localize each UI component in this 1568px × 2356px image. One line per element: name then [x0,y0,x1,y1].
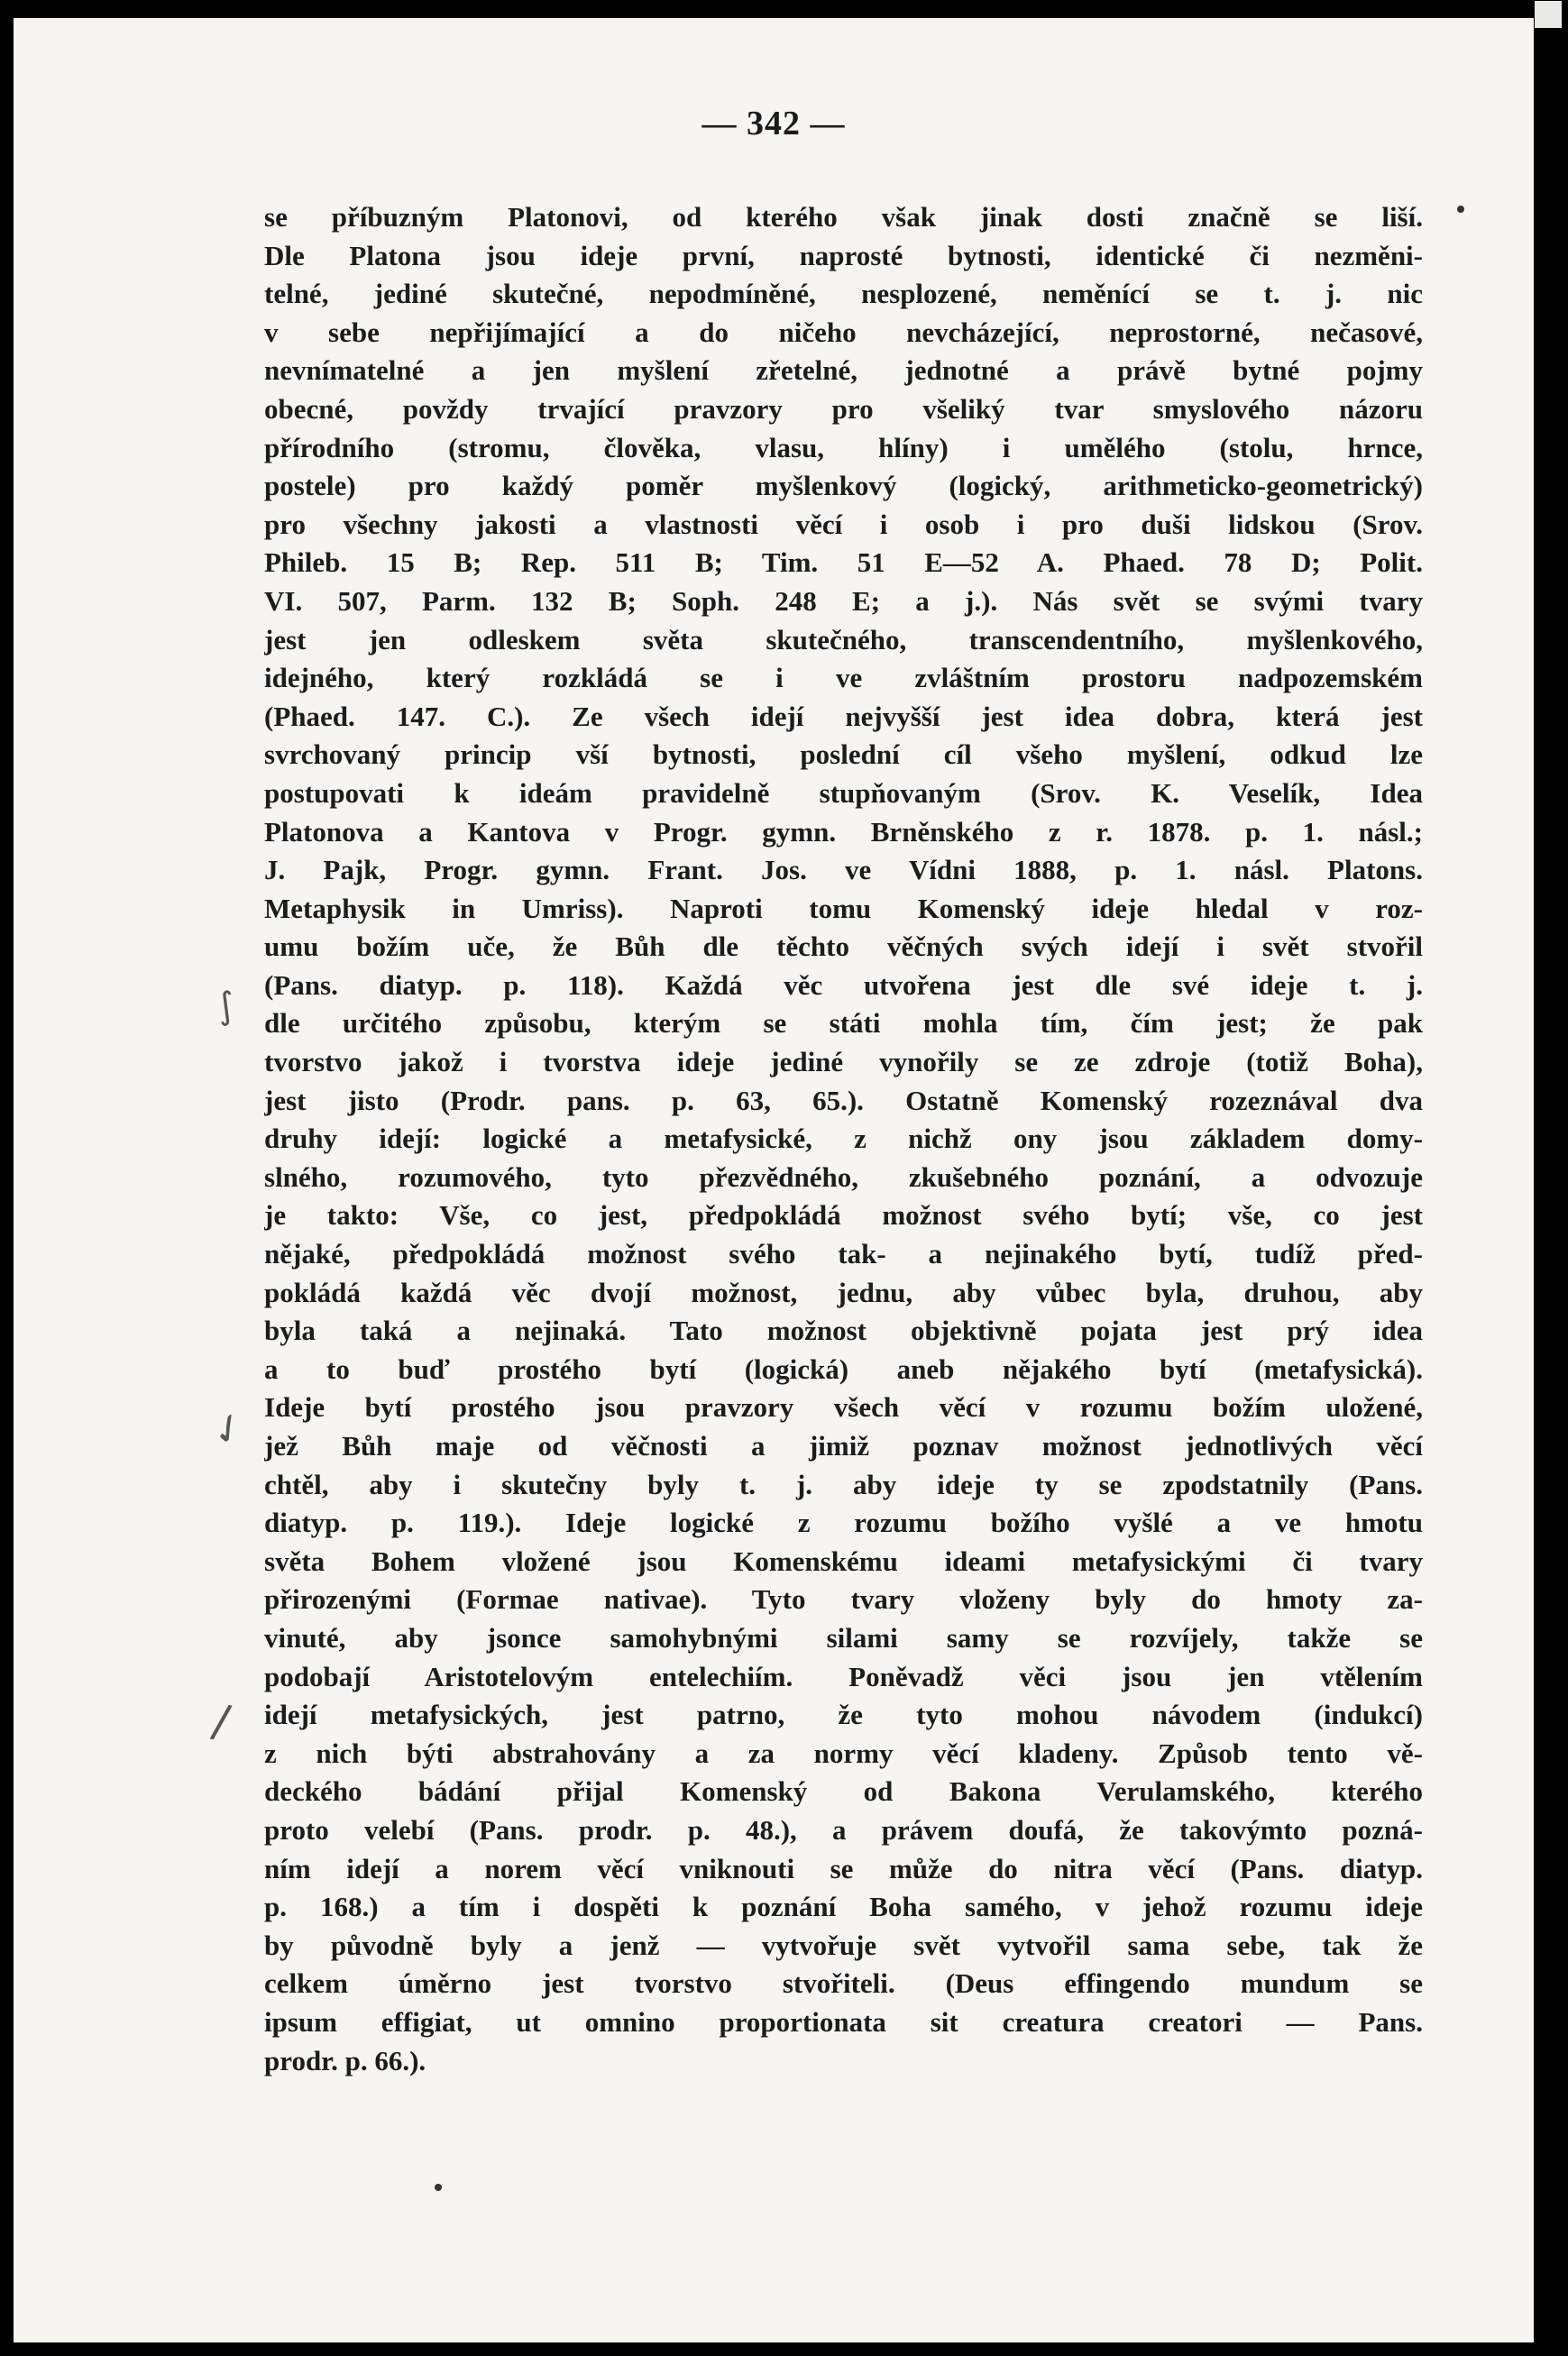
text-line: jež Bůh maje od věčnosti a jimiž poznav možnost jednotlivých věcí [264,1430,1423,1462]
text-line: Ideje bytí prostého jsou pravzory všech věcí v rozumu božím uložené, [264,1391,1423,1424]
page-number: — 342 — [701,105,846,142]
margin-mark: / [208,1693,234,1749]
text-line: druhy idejí: logické a metafysické, z nichž ony jsou základem domy- [264,1123,1423,1155]
text-line: a to buď prostého bytí (logická) aneb nějakého bytí (metafysická). [264,1352,1423,1385]
margin-dot [435,2184,442,2191]
text-line: obecné, povždy trvající pravzory pro všeliký tvar smyslového názoru [264,392,1423,425]
text-line: chtěl, aby i skutečny byly t. j. aby ideje ty se zpodstatnily (Pans. [264,1468,1423,1500]
text-line: deckého bádání přijal Komenský od Bakona Verulamského, kterého [264,1775,1423,1808]
text-line: v sebe nepřijímající a do ničeho nevcházející, neprostorné, nečasové, [264,316,1423,348]
body-text [264,198,1423,2080]
text-line: tvorstvo jakož i tvorstva ideje jediné vynořily se ze zdroje (totiž Boha), [264,1046,1423,1078]
text-line: se příbuzným Platonovi, od kterého však jinak dosti značně se liší. [264,201,1423,233]
margin-mark: ∫ [213,984,239,1029]
text-line: diatyp. p. 119.). Ideje logické z rozumu božího vyšlé a ve hmotu [264,1507,1423,1539]
text-line: jest jen odleskem světa skutečného, transcendentního, myšlenkového, [264,623,1423,655]
text-line: přirozenými (Formae nativae). Tyto tvary vloženy byly do hmoty za- [264,1583,1423,1616]
text-line: nějaké, předpokládá možnost svého tak- a nejinakého bytí, tudíž před- [264,1238,1423,1270]
text-line: umu božím uče, že Bůh dle těchto věčných svých idejí i svět stvořil [264,930,1423,963]
text-line: (Phaed. 147. C.). Ze všech idejí nejvyšší jest idea dobra, která jest [264,700,1423,732]
text-line: idejí metafysických, jest patrno, že tyto mohou návodem (indukcí) [264,1699,1423,1731]
text-line: ipsum effigiat, ut omnino proportionata sit creatura creatori — Pans. [264,2005,1423,2038]
text-line: idejného, který rozkládá se i ve zvláštním prostoru nadpozemském [264,662,1423,694]
text-line: dle určitého způsobu, kterým se státi mohla tím, čím jest; že pak [264,1007,1423,1040]
text-line: vinuté, aby jsonce samohybnými silami samy se rozvíjely, takže se [264,1621,1423,1654]
text-line: svrchovaný princip vší bytnosti, poslední cíl všeho myšlení, odkud lze [264,738,1423,771]
text-line: telné, jediné skutečné, nepodmíněné, nesplozené, neměnící se t. j. nic [264,278,1423,310]
scan-edge [1534,18,1568,2342]
text-line: nevnímatelné a jen myšlení zřetelné, jednotné a právě bytné pojmy [264,354,1423,387]
text-line: je takto: Vše, co jest, předpokládá možnost svého bytí; vše, co jest [264,1199,1423,1232]
scanned-page [14,18,1534,2342]
text-line: J. Pajk, Progr. gymn. Frant. Jos. ve Vídni 1888, p. 1. násl. Platons. [264,854,1423,886]
text-line: p. 168.) a tím i dospěti k poznání Boha samého, v jehož rozumu ideje [264,1891,1423,1923]
text-line: (Pans. diatyp. p. 118). Každá věc utvořena jest dle své ideje t. j. [264,968,1423,1001]
text-line: VI. 507, Parm. 132 B; Soph. 248 E; a j.). Nás svět se svými tvary [264,584,1423,617]
text-line: postele) pro každý poměr myšlenkový (logický, arithmeticko-geometrický) [264,470,1423,502]
text-line: přírodního (stromu, člověka, vlasu, hlíny) i umělého (stolu, hrnce, [264,431,1423,463]
text-line: slného, rozumového, tyto přezvědného, zkušebného poznání, a odvozuje [264,1160,1423,1193]
text-line: pro všechny jakosti a vlastnosti věcí i osob i pro duši lidskou (Srov. [264,508,1423,540]
text-line: celkem úměrno jest tvorstvo stvořiteli. (Deus effingendo mundum se [264,1967,1423,2000]
text-line: proto velebí (Pans. prodr. p. 48.), a právem doufá, že takovýmto pozná- [264,1813,1423,1846]
text-line: z nich býti abstrahovány a za normy věcí kladeny. Způsob tento vě- [264,1737,1423,1769]
text-line: postupovati k ideám pravidelně stupňovaným (Srov. K. Veselík, Idea [264,776,1423,809]
text-line: světa Bohem vložené jsou Komenskému ideami metafysickými či tvary [264,1545,1423,1577]
scan-edge-notch [1535,1,1562,28]
margin-dot [1457,206,1464,213]
margin-mark: ✓ [202,1401,255,1458]
text-line: pokládá každá věc dvojí možnost, jednu, aby vůbec byla, druhou, aby [264,1276,1423,1308]
text-line: ním idejí a norem věcí vniknouti se může do nitra věcí (Pans. diatyp. [264,1852,1423,1884]
text-line: Phileb. 15 B; Rep. 511 B; Tim. 51 E—52 A. Phaed. 78 D; Polit. [264,546,1423,579]
text-line: jest jisto (Prodr. pans. p. 63, 65.). Ostatně Komenský rozeznával dva [264,1084,1423,1116]
text-line: podobají Aristotelovým entelechiím. Poněvadž věci jsou jen vtělením [264,1660,1423,1692]
text-line: Dle Platona jsou ideje první, naprosté bytnosti, identické či nezměni- [264,239,1423,271]
text-line: byla taká a nejinaká. Tato možnost objektivně pojata jest prý idea [264,1315,1423,1347]
text-line: Metaphysik in Umriss). Naproti tomu Komenský ideje hledal v roz- [264,892,1423,924]
text-line: Platonova a Kantova v Progr. gymn. Brněnského z r. 1878. p. 1. násl.; [264,815,1423,848]
text-line: by původně byly a jenž — vytvořuje svět vytvořil sama sebe, tak že [264,1929,1423,1961]
text-line: prodr. p. 66.). [264,2044,426,2076]
